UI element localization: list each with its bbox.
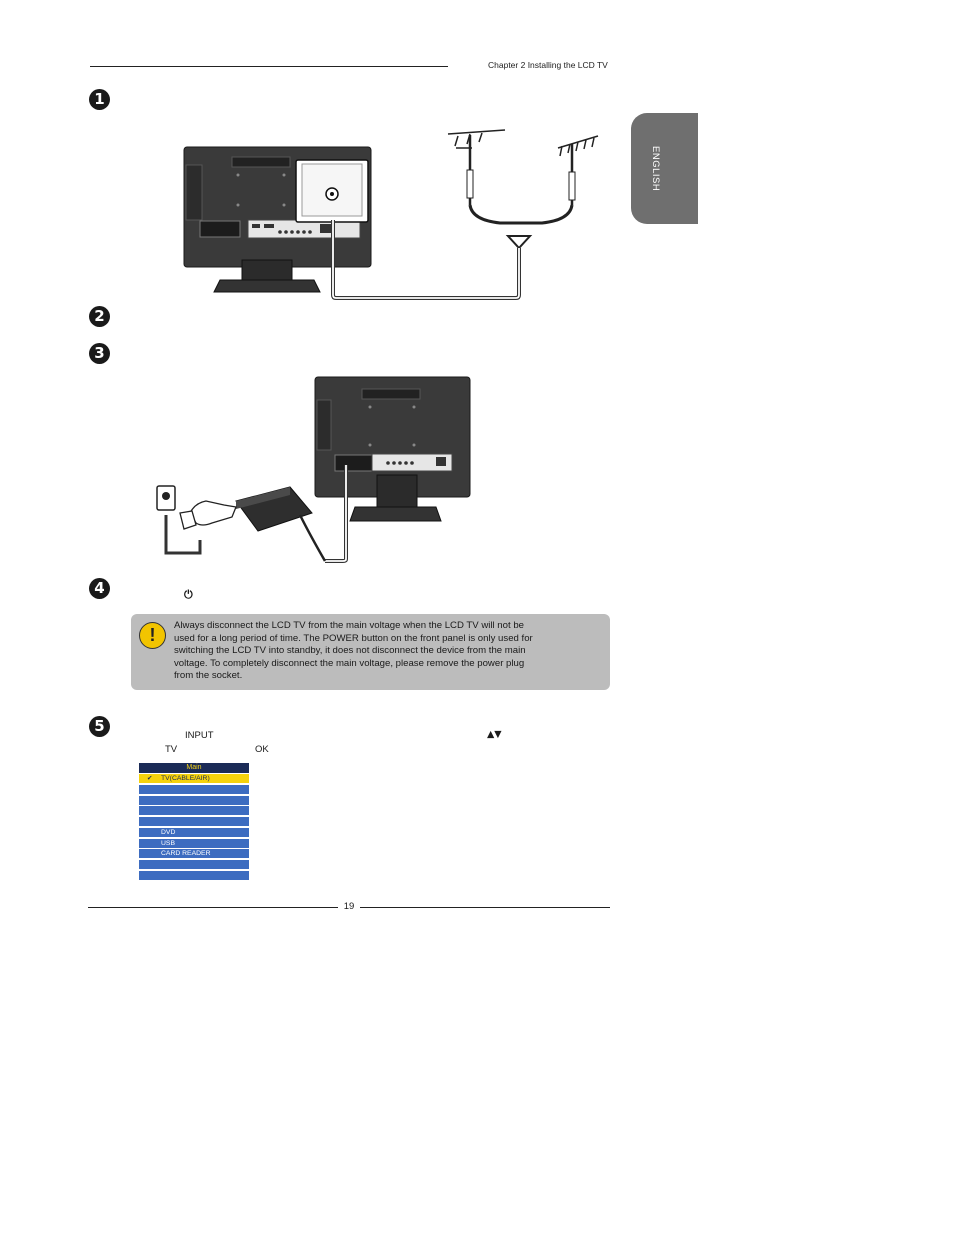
check-icon: ✔ bbox=[147, 775, 153, 782]
arrow-keys-icon: ▲▼ bbox=[487, 729, 502, 740]
step-5-badge: 5 bbox=[89, 716, 110, 737]
menu-item-dvd[interactable]: DVD bbox=[139, 828, 249, 837]
page-number: 19 bbox=[343, 901, 355, 912]
menu-title: Main bbox=[139, 763, 249, 773]
exclamation-icon: ! bbox=[139, 622, 166, 649]
menu-item-empty[interactable] bbox=[139, 785, 249, 794]
power-icon: ⏻ bbox=[184, 588, 193, 601]
menu-item-card-reader[interactable]: CARD READER bbox=[139, 849, 249, 858]
step-1-badge: 1 bbox=[89, 89, 110, 110]
menu-item-empty[interactable] bbox=[139, 860, 249, 869]
tv-label: TV bbox=[165, 744, 178, 755]
power-adapter-illustration bbox=[140, 375, 475, 565]
language-tab-label: ENGLISH bbox=[650, 146, 661, 192]
antenna-connection-illustration bbox=[180, 120, 600, 305]
input-source-menu bbox=[139, 763, 249, 880]
warning-text: Always disconnect the LCD TV from the main voltage when the LCD TV will not be used for a long period of time. The POWER button on the front panel is only used for switching the LCD TV into standby, it does not disconnect the device from the main voltage. To completely disconnect the main voltage, please remove the power plug from the socket. bbox=[174, 620, 533, 682]
input-button-label: INPUT bbox=[185, 730, 214, 741]
menu-item-tv[interactable]: ✔ TV(CABLE/AIR) bbox=[139, 774, 249, 783]
step-3-badge: 3 bbox=[89, 343, 110, 364]
step-2-badge: 2 bbox=[89, 306, 110, 327]
step-4-badge: 4 bbox=[89, 578, 110, 599]
menu-item-empty[interactable] bbox=[139, 871, 249, 880]
language-tab bbox=[631, 113, 698, 224]
menu-item-empty[interactable] bbox=[139, 806, 249, 815]
header-rule bbox=[90, 66, 448, 67]
menu-item-usb[interactable]: USB bbox=[139, 839, 249, 848]
menu-item-empty[interactable] bbox=[139, 817, 249, 826]
menu-item-empty[interactable] bbox=[139, 796, 249, 805]
chapter-title: Chapter 2 Installing the LCD TV bbox=[488, 60, 608, 70]
footer-rule-left bbox=[88, 907, 338, 908]
ok-button-label: OK bbox=[255, 744, 269, 755]
footer-rule-right bbox=[360, 907, 610, 908]
